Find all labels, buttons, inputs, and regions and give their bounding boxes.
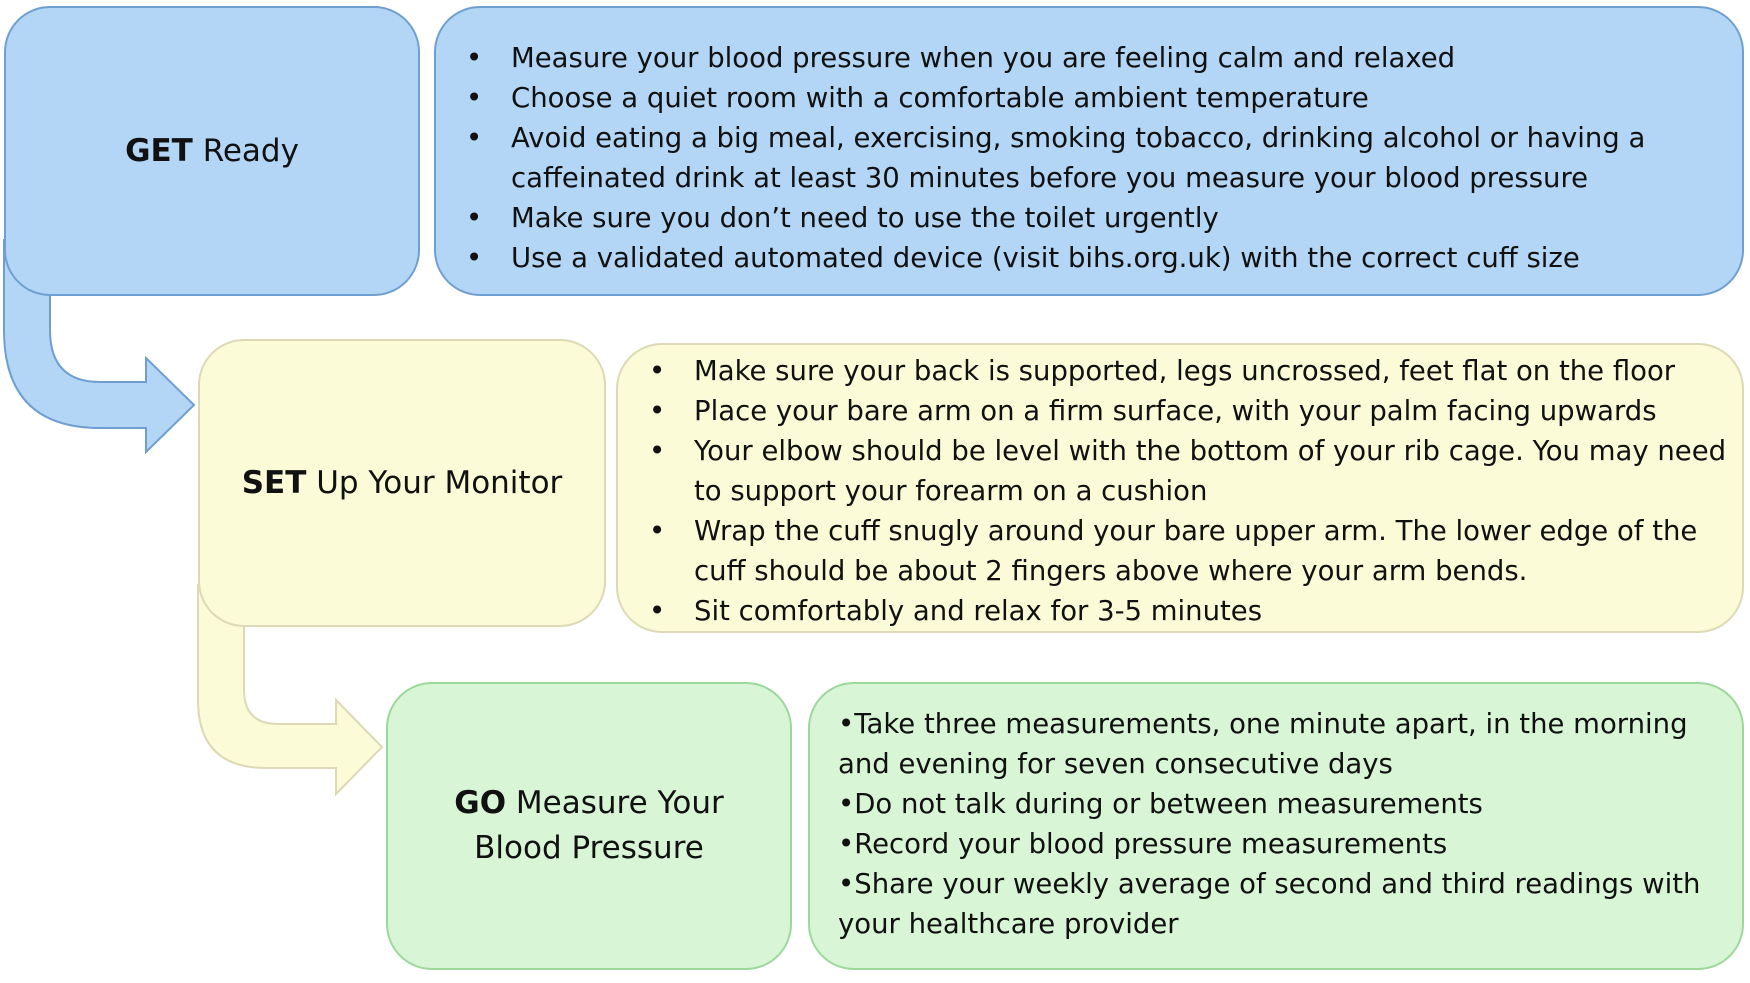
- get-title-rest: Ready: [192, 132, 299, 169]
- bullet: •: [649, 435, 666, 467]
- list-item: [649, 591, 1734, 631]
- list-item-text: Record your blood pressure measurements: [854, 828, 1448, 860]
- bullet: •: [649, 595, 666, 627]
- go-measure-title: [454, 781, 723, 871]
- bullet: •: [649, 515, 666, 547]
- list-item: [649, 511, 1734, 591]
- list-item-text: Make sure you don’t need to use the toilet urgently: [511, 202, 1219, 234]
- get-ready-stage: [4, 6, 420, 296]
- bullet: •: [838, 788, 855, 820]
- bullet: •: [466, 42, 483, 74]
- list-item-text: Sit comfortably and relax for 3-5 minutes: [694, 595, 1263, 627]
- set-keyword: SET: [241, 464, 307, 501]
- bullet: •: [649, 395, 666, 427]
- list-item-text: Avoid eating a big meal, exercising, smoking tobacco, drinking alcohol or having a caffeinated drink at least 30 minutes before you measure your blood pressure: [511, 122, 1646, 194]
- get-ready-list: [466, 38, 1726, 278]
- get-ready-title: [125, 129, 299, 174]
- bullet: •: [466, 202, 483, 234]
- list-item: [466, 198, 1726, 238]
- list-item: [838, 704, 1738, 784]
- list-item: [466, 78, 1726, 118]
- list-item: [466, 118, 1726, 198]
- list-item-text: Make sure your back is supported, legs uncrossed, feet flat on the floor: [694, 355, 1676, 387]
- go-title-line2: Blood Pressure: [474, 830, 704, 866]
- set-title-rest: Up Your Monitor: [306, 464, 563, 501]
- go-measure-instructions: [808, 682, 1744, 970]
- bullet: •: [466, 122, 483, 154]
- list-item: [838, 824, 1738, 864]
- list-item-text: Take three measurements, one minute apart, in the morning and evening for seven consecutive days: [838, 708, 1688, 780]
- bullet: •: [466, 82, 483, 114]
- get-keyword: GET: [125, 132, 193, 169]
- list-item: [466, 38, 1726, 78]
- list-item: [838, 864, 1738, 944]
- list-item: [466, 238, 1726, 278]
- list-item-text: Measure your blood pressure when you are feeling calm and relaxed: [511, 42, 1456, 74]
- set-up-monitor-stage: [198, 339, 606, 627]
- list-item: [838, 784, 1738, 824]
- bullet: •: [838, 828, 855, 860]
- bullet: •: [838, 868, 855, 900]
- set-up-instructions: [616, 343, 1744, 633]
- list-item-text: Place your bare arm on a firm surface, with your palm facing upwards: [694, 395, 1657, 427]
- list-item-text: Do not talk during or between measurements: [854, 788, 1483, 820]
- bullet: •: [838, 708, 855, 740]
- list-item-text: Your elbow should be level with the bottom of your rib cage. You may need to support your forearm on a cushion: [694, 435, 1727, 507]
- list-item-text: Use a validated automated device (visit bihs.org.uk) with the correct cuff size: [511, 242, 1580, 274]
- go-title-rest: Measure Your: [506, 785, 724, 821]
- set-up-list: [649, 351, 1734, 631]
- go-keyword: GO: [454, 785, 507, 821]
- bullet: •: [649, 355, 666, 387]
- set-up-title: [242, 461, 563, 506]
- go-measure-stage: [386, 682, 792, 970]
- list-item: [649, 391, 1734, 431]
- get-ready-instructions: [434, 6, 1744, 296]
- list-item: [649, 351, 1734, 391]
- list-item-text: Choose a quiet room with a comfortable ambient temperature: [511, 82, 1369, 114]
- list-item-text: Share your weekly average of second and third readings with your healthcare provider: [838, 868, 1701, 940]
- go-measure-list: [838, 704, 1738, 944]
- bullet: •: [466, 242, 483, 274]
- list-item: [649, 431, 1734, 511]
- list-item-text: Wrap the cuff snugly around your bare upper arm. The lower edge of the cuff should be about 2 fingers above where your arm bends.: [694, 515, 1698, 587]
